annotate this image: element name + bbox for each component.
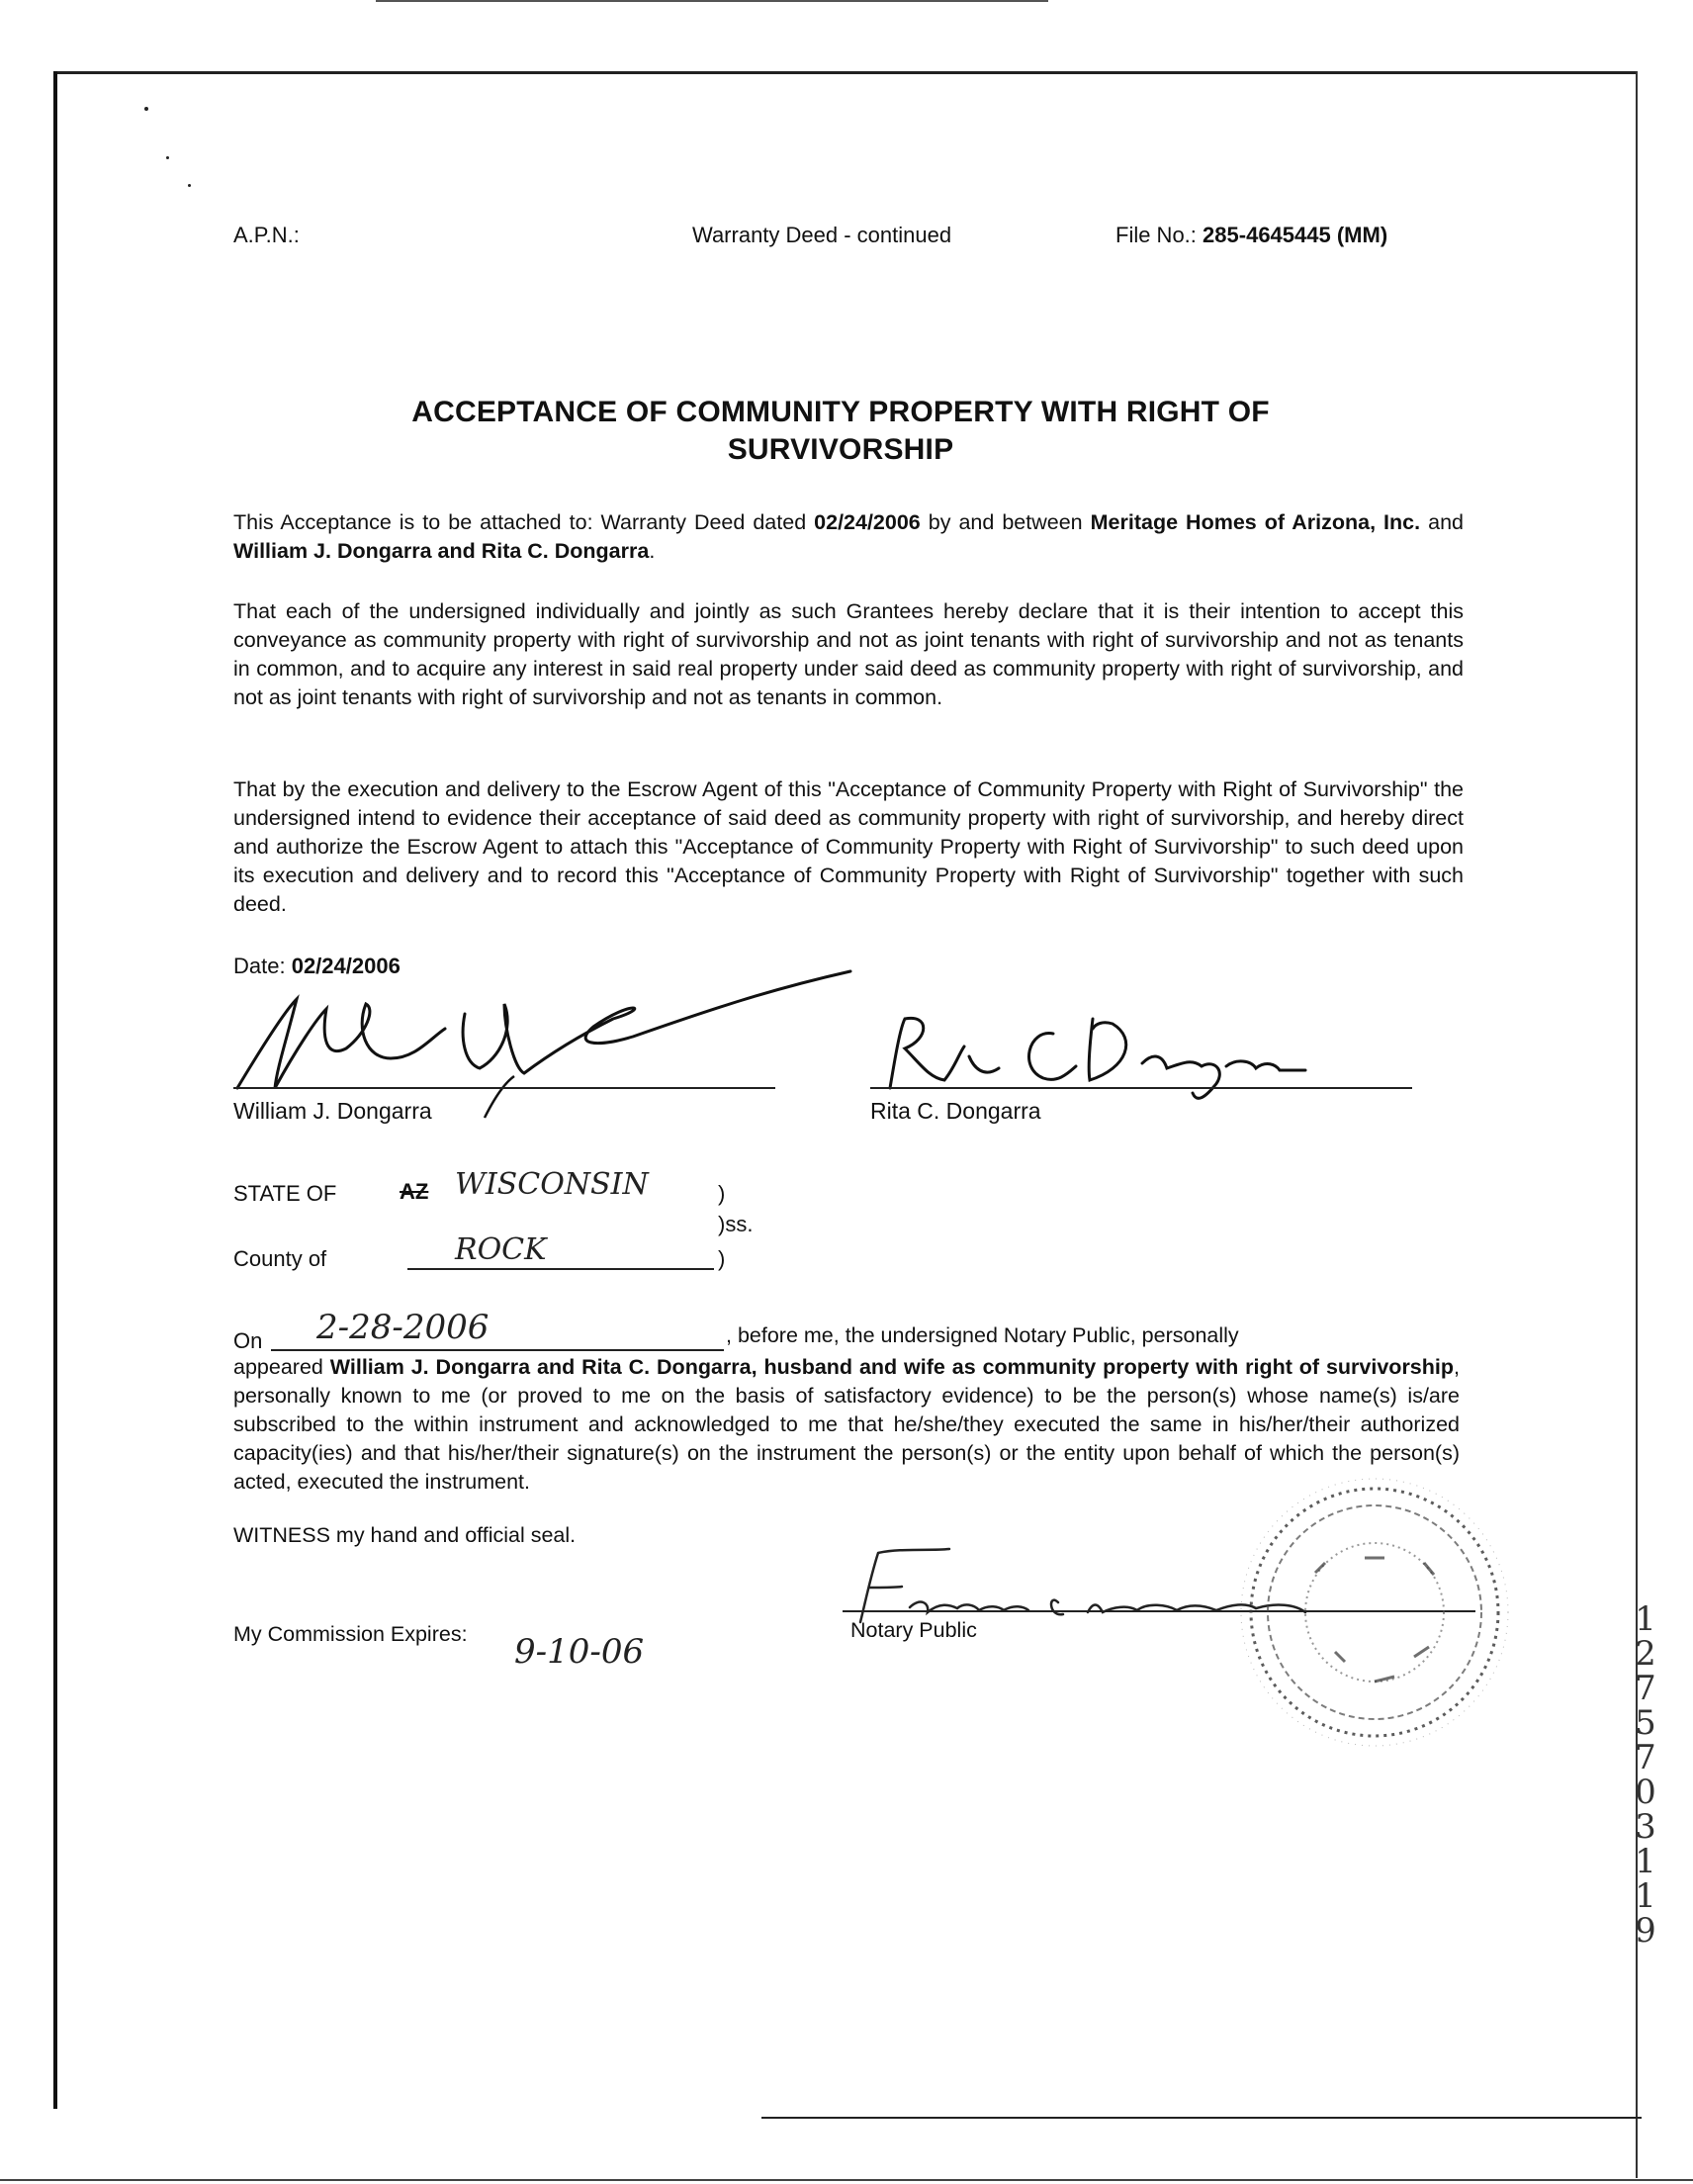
ack-text: appeared bbox=[233, 1355, 330, 1379]
document-continued-label: Warranty Deed - continued bbox=[692, 223, 952, 247]
state-handwritten: WISCONSIN bbox=[455, 1167, 649, 1202]
page-border-left bbox=[53, 71, 57, 2109]
grantee-names: William J. Dongarra and Rita C. Dongarra bbox=[233, 539, 650, 563]
rita-name: Rita C. Dongarra bbox=[870, 1098, 1041, 1124]
scan-top-edge bbox=[376, 0, 1048, 2]
page-title-line1: ACCEPTANCE OF COMMUNITY PROPERTY WITH RIGHT OF bbox=[411, 396, 1270, 428]
before-me-text: , before me, the undersigned Notary Public, personally bbox=[726, 1323, 1239, 1347]
venue-ss: )ss. bbox=[718, 1212, 754, 1236]
date-value: 02/24/2006 bbox=[291, 954, 401, 978]
scan-speck bbox=[166, 156, 169, 159]
notary-public-label: Notary Public bbox=[850, 1618, 977, 1642]
grantor-name: Meritage Homes of Arizona, Inc. bbox=[1090, 510, 1421, 534]
commission-handwritten: 9-10-06 bbox=[514, 1632, 645, 1672]
county-underline bbox=[407, 1268, 714, 1270]
county-label: County of bbox=[233, 1246, 327, 1271]
intro-text: This Acceptance is to be attached to: Warranty Deed dated bbox=[233, 510, 815, 534]
intro-text: by and between bbox=[920, 510, 1091, 534]
intro-paragraph bbox=[233, 508, 1464, 566]
bates-number: 1275703119 bbox=[1635, 1599, 1656, 1951]
intro-text: . bbox=[649, 539, 656, 563]
page-border-bottom bbox=[0, 2179, 1693, 2181]
apn-label: A.P.N.: bbox=[233, 223, 300, 247]
file-number bbox=[1115, 223, 1387, 248]
footer-rule bbox=[761, 2117, 1642, 2119]
commission-label: My Commission Expires: bbox=[233, 1622, 468, 1646]
william-signature-line bbox=[233, 1087, 775, 1089]
county-handwritten: ROCK bbox=[455, 1232, 547, 1267]
intro-text: and bbox=[1420, 510, 1464, 534]
scan-speck bbox=[188, 184, 191, 187]
rita-signature-line bbox=[870, 1087, 1412, 1089]
notary-date-underline bbox=[271, 1349, 724, 1351]
declaration-paragraph: That each of the undersigned individually and jointly as such Grantees hereby declare that it is their intention to accept this conveyance as community property with right of survivorship and not as joint tenants with right of survivorship and not as tenants in common, and to acquire any interest in said real property under said deed as community property with right of survivorship, and not as joint tenants with right of survivorship and not as tenants in common. bbox=[233, 599, 1464, 709]
notary-date-handwritten: 2-28-2006 bbox=[316, 1308, 490, 1347]
state-struck-value: AZ bbox=[400, 1179, 429, 1204]
ack-text: , personally known to me (or proved to me on the basis of satisfactory evidence) to be the person(s) whose name(s) is/are subscribed to the within instrument and acknowledged to me that he/she/they executed the same in his/her/their authorized capacity(ies) and that his/her/their signature(s) on the instrument the person(s) or the entity upon behalf of which the person(s) acted, executed the instrument. bbox=[233, 1355, 1460, 1494]
venue-paren: ) bbox=[718, 1246, 726, 1271]
page-border-top bbox=[53, 71, 1638, 74]
rita-signature bbox=[870, 999, 1305, 1108]
deed-date: 02/24/2006 bbox=[814, 510, 921, 534]
venue-paren: ) bbox=[718, 1181, 726, 1206]
page-title bbox=[297, 394, 1384, 469]
on-label: On bbox=[233, 1328, 263, 1353]
appeared-names: William J. Dongarra and Rita C. Dongarra, husband and wife as community property with right of survivorship bbox=[329, 1355, 1455, 1379]
date-label: Date: bbox=[233, 954, 292, 978]
notary-seal-stamp bbox=[1226, 1464, 1523, 1761]
william-name: William J. Dongarra bbox=[233, 1098, 432, 1124]
witness-text: WITNESS my hand and official seal. bbox=[233, 1523, 577, 1547]
escrow-paragraph: That by the execution and delivery to the Escrow Agent of this "Acceptance of Community Property with Right of Survivorship" the undersigned intend to evidence their acceptance of said deed as community property with right of survivorship, and hereby direct and authorize the Escrow Agent to attach this "Acceptance of Community Property with Right of Survivorship" to such deed upon its execution and delivery and to record this "Acceptance of Community Property with Right of Survivorship" together with such deed. bbox=[233, 777, 1464, 916]
scan-speck bbox=[144, 107, 148, 111]
file-number-label: File No.: bbox=[1115, 223, 1197, 247]
page-title-line2: SURVIVORSHIP bbox=[727, 433, 954, 466]
file-number-value: 285-4645445 (MM) bbox=[1203, 223, 1388, 247]
state-label: STATE OF bbox=[233, 1181, 337, 1206]
